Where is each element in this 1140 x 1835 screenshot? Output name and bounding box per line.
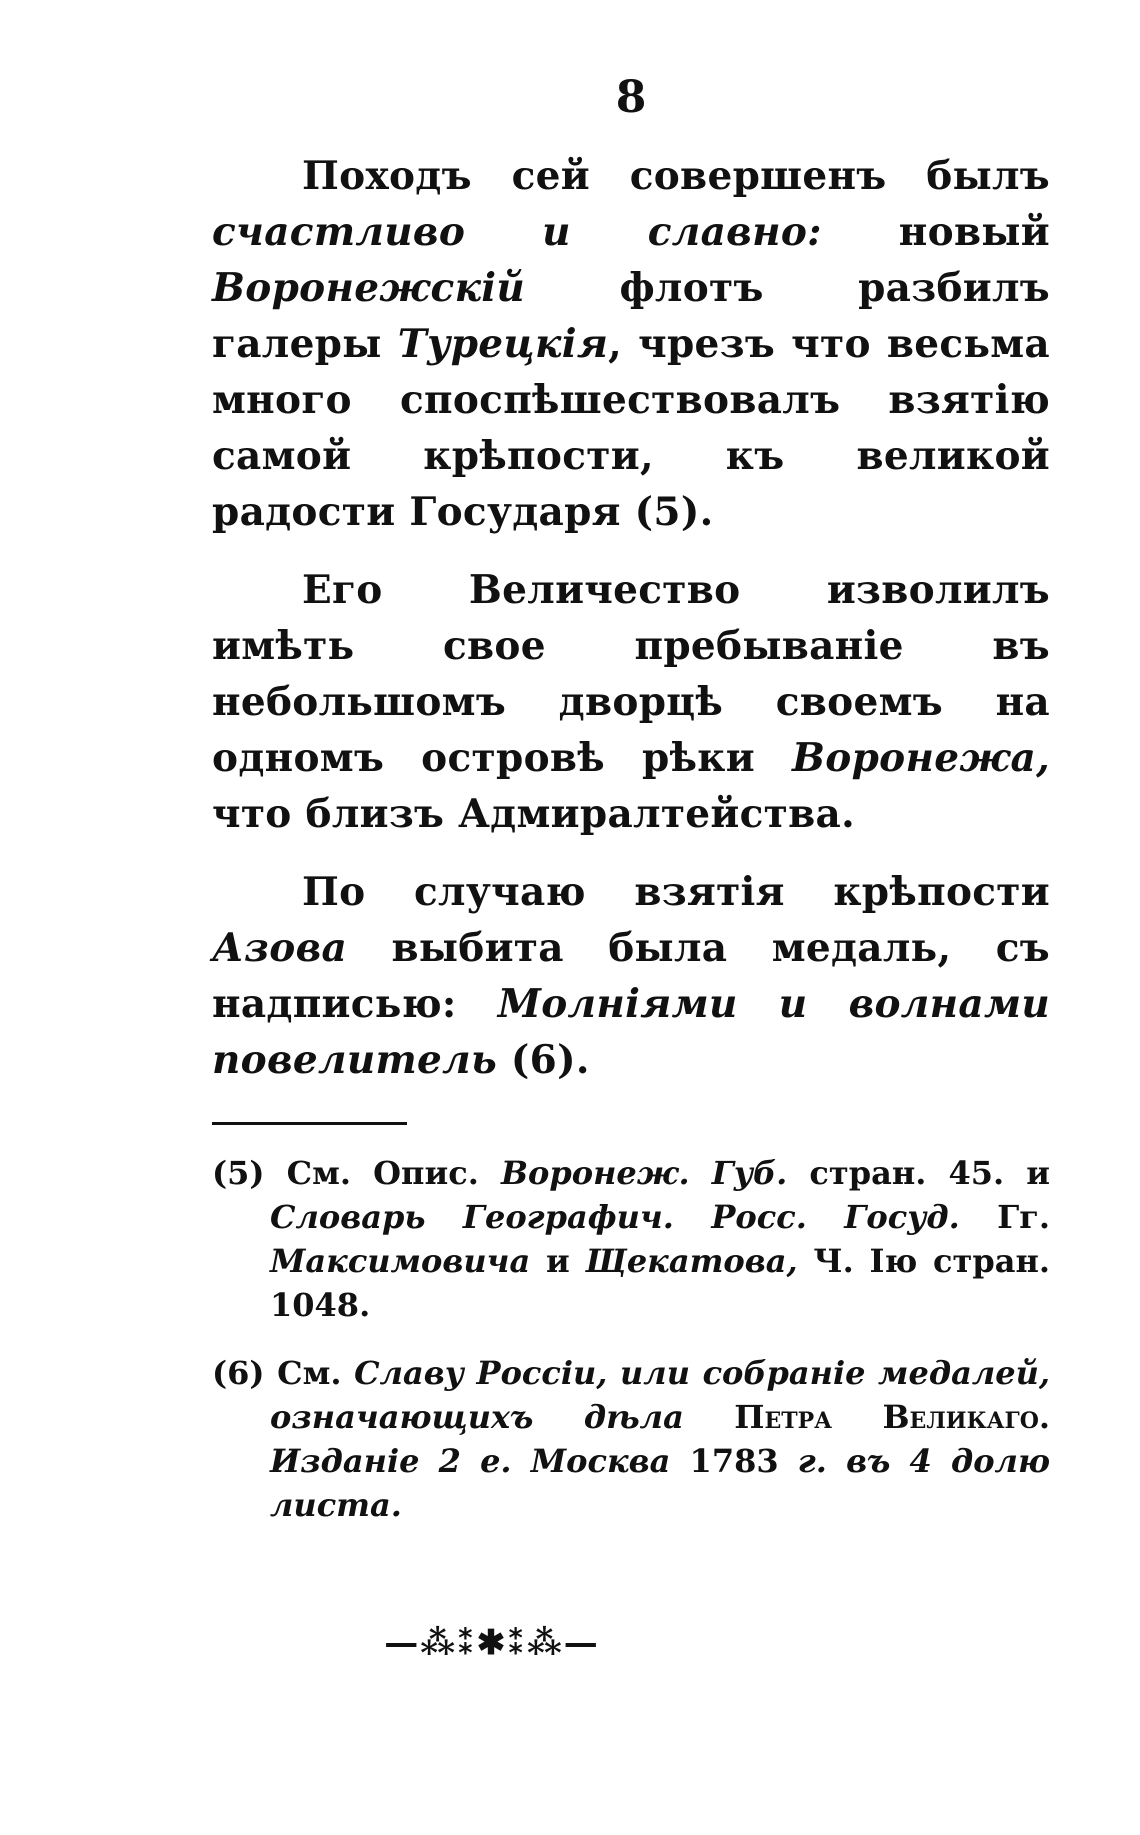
footnote-italic: Изданіе 2 е. Москва xyxy=(270,1442,671,1480)
paragraph-1 xyxy=(212,148,1050,540)
paragraph-3 xyxy=(212,864,1050,1088)
footnote-italic: Максимовича xyxy=(270,1242,531,1280)
paragraph-italic: Турецкія xyxy=(397,321,609,367)
footnote-italic: Словарь Географич. Росс. Госуд. xyxy=(270,1198,960,1236)
paragraph-italic: Воронежа, xyxy=(792,735,1050,781)
paragraph-text: новый xyxy=(821,209,1050,255)
footnote-italic: Щекатова, xyxy=(585,1242,798,1280)
paragraph-text: что близъ Адмиралтейства. xyxy=(212,791,855,837)
footnote-6 xyxy=(212,1351,1050,1527)
end-ornament: —⁂⁑✱⁑⁂— xyxy=(384,1623,600,1663)
footnote-italic: Славу Россіи, или собраніе медалей, означающихъ дѣла xyxy=(270,1354,1051,1436)
paragraph-text: выбита была медаль, съ надписью: xyxy=(212,925,1050,1027)
paragraph-italic: счастливо и славно: xyxy=(212,209,822,255)
footnote-text: См. Опис. xyxy=(264,1154,501,1192)
footnote-italic: г. въ 4 долю листа. xyxy=(270,1442,1051,1524)
footnote-mark: (5) xyxy=(212,1154,265,1192)
footnote-smallcaps: Петра Великаго. xyxy=(683,1398,1050,1436)
footnote-text: См. xyxy=(264,1354,355,1392)
page-number: 8 xyxy=(615,72,647,123)
paragraph-text: По случаю взятія крѣпости xyxy=(302,869,1050,915)
footnote-divider xyxy=(212,1122,407,1125)
paragraph-text: , чрезъ что весьма много споспѣшествовалъ взятію самой крѣпости, къ великой радости Государя (5). xyxy=(212,321,1050,535)
footnote-text: 1783 xyxy=(670,1442,798,1480)
paragraph-text: (6). xyxy=(497,1037,590,1083)
footnote-italic: Воронеж. Губ. xyxy=(500,1154,788,1192)
footnote-mark: (6) xyxy=(212,1354,265,1392)
footnote-text: Ч. Iю стран. 1048. xyxy=(270,1242,1051,1324)
paragraph-italic: Воронежскій xyxy=(212,265,526,311)
footnote-text: стран. 45. и xyxy=(787,1154,1051,1192)
paragraph-text: Походъ сей совершенъ былъ xyxy=(302,153,1050,199)
paragraph-text: флотъ разбилъ галеры xyxy=(212,265,1050,367)
paragraph-2 xyxy=(212,562,1050,842)
paragraph-italic: Молніями и волнами повелитель xyxy=(212,981,1050,1083)
footnote-text: Гг. xyxy=(959,1198,1051,1236)
footnote-text: и xyxy=(530,1242,586,1280)
paragraph-text: Его Величество изволилъ имѣть свое пребываніе въ небольшомъ дворцѣ своемъ на одномъ островѣ рѣки xyxy=(212,567,1050,781)
paragraph-italic: Азова xyxy=(212,925,348,971)
footnote-5 xyxy=(212,1151,1050,1327)
book-page xyxy=(212,70,1050,1663)
